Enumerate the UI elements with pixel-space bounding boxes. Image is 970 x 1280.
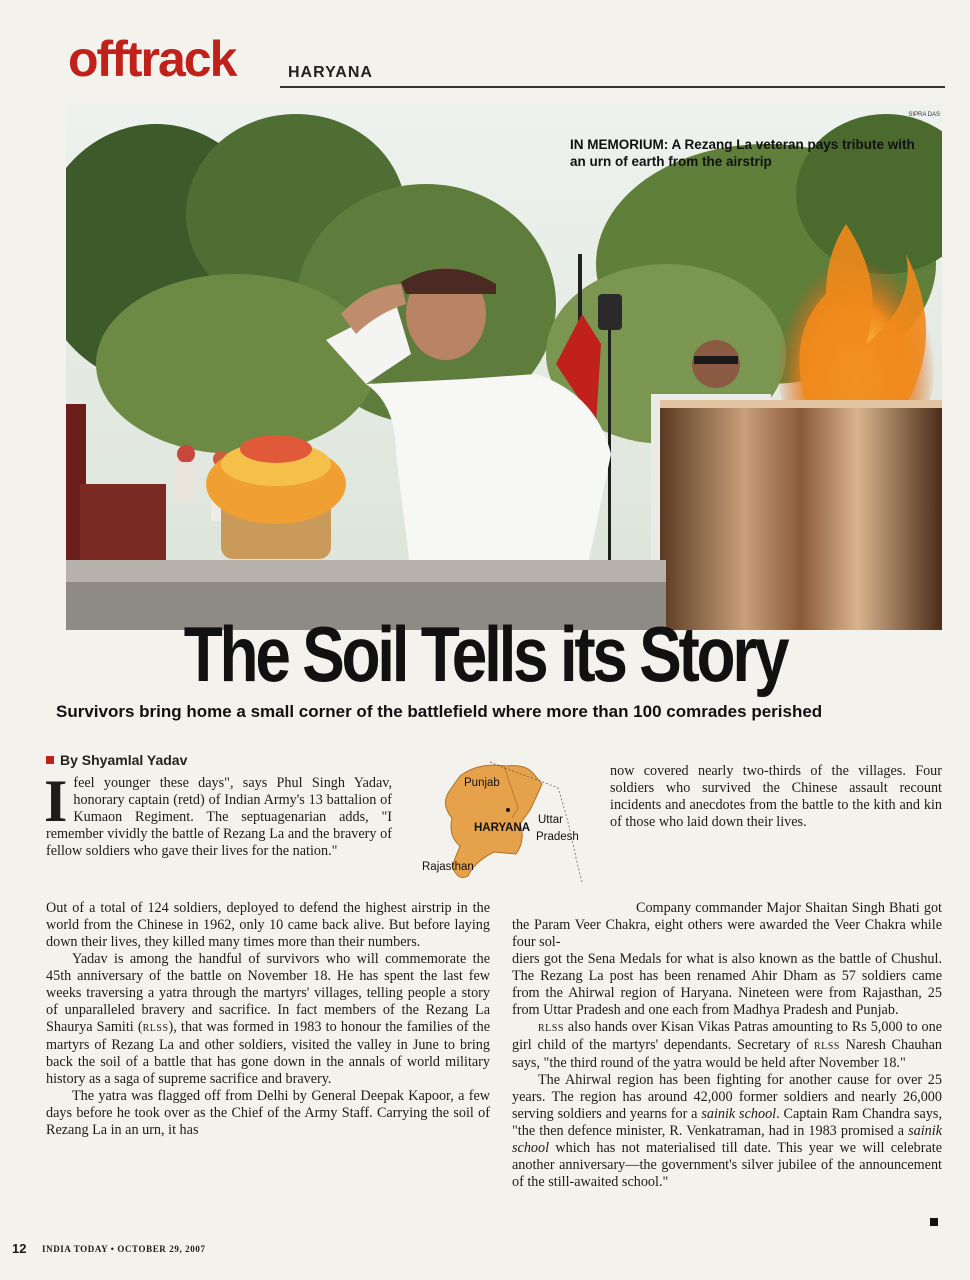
body-text: feel younger these days", says Phul Singh Yadav, honorary captain (retd) of Indian Army's 13 battalion of Kumaon Regiment. The septuagenarian adds, "I remember vividly the battle of Rezang La and the bravery of fellow soldiers who gave their lives for the nation." [46,775,392,859]
map-label-pradesh: Pradesh [536,831,579,843]
photo-caption: IN MEMORIUM: A Rezang La veteran pays tribute with an urn of earth from the airstrip [570,137,915,169]
headline: The Soil Tells its Story [183,610,787,698]
section-label: HARYANA [288,64,373,81]
body-paragraph [46,951,490,1088]
body-paragraph [512,1019,942,1072]
page-number: 12 [12,1241,27,1256]
photo-credit: SIPRA DAS [908,112,940,118]
byline-text: By Shyamlal Yadav [60,752,188,768]
body-col2-top [610,763,942,831]
italic-term: sainik school [701,1106,777,1122]
body-text: also hands over Kisan Vikas Patras amounting to Rs 5,000 to one girl child of the martyrs' dependants. Secretary of [512,1019,942,1053]
photo-veteran-salute [66,104,942,630]
map-label-rajasthan: Rajasthan [422,861,474,873]
body-text: ), that was formed in 1983 to honour the families of the martyrs of Rezang La and other soldiers, visited the valley in June to bring back the soil of a battle that has gone down in the annals of world military history as a saga of supreme sacrifice and bravery. [46,1019,490,1087]
end-mark-icon [930,1218,938,1226]
deck: Survivors bring home a small corner of the battlefield where more than 100 comrades perished [56,702,823,721]
body-paragraph: The yatra was flagged off from Delhi by General Deepak Kapoor, a few days before he took over as the Chief of the Army Staff. Carrying the soil of Rezang La in an urn, it has [46,1088,490,1138]
footer-line [42,1244,206,1254]
body-text: The Ahirwal region has been fighting for another cause for over 25 years. The region has around 42,000 former soldiers and nearly 26,000 serving soldiers and yearns for a [512,1072,942,1122]
haryana-map [408,758,598,888]
body-paragraph: Company commander Major Shaitan Singh Bhati got the Param Veer Chakra, eight others were awarded the Veer Chakra while four sol- [512,900,942,950]
drop-cap: I [44,768,68,834]
body-paragraph: now covered nearly two-thirds of the villages. Four soldiers who survived the Chinese assault recount incidents and anecdotes from the battle to the kith and kin of those who laid down their lives. [610,763,942,830]
body-col2 [512,900,942,1191]
rlss-abbr: RLSS [142,1023,169,1034]
map-label-punjab: Punjab [464,777,500,789]
section-brand: offtrack [68,31,236,87]
body-col1-top [44,768,392,860]
header-rule [280,86,945,88]
body-paragraph: Out of a total of 124 soldiers, deployed to defend the highest airstrip in the world from the Chinese in 1962, only 10 came back alive. But before laying down their lives, they killed many times more than their numbers. [46,900,490,950]
map-label-haryana: HARYANA [474,822,531,834]
body-text: . Captain Ram Chandra says, "the then defence minister, R. Venkatraman, had in 1983 promised a [512,1106,942,1139]
byline-square-icon [46,756,54,764]
body-text: Yadav is among the handful of survivors who will commemorate the 45th anniversary of the battle on November 18. He has spent the last few weeks traversing a yatra through the martyrs' villages, telling people a story of unparalleled bravery and sacrifice. In fact members of the Rezang La Shaurya Samiti ( [46,951,490,1035]
publication-name: INDIA TODAY [42,1244,108,1254]
body-paragraph: diers got the Sena Medals for what is also known as the battle of Chushul. The Rezang La post has been renamed Ahir Dham as 57 soldiers came from the Ahirwal region of Haryana. Nineteen were from Rajasthan, 25 from Uttar Pradesh and one each from Madhya Pradesh and Punjab. [512,951,942,1018]
rlss-abbr: RLSS [813,1041,840,1052]
body-text: which has not materialised till date. This year we will celebrate another anniversary—the government's silver jubilee of the announcement of the still-awaited school." [512,1140,942,1190]
map-label-uttar: Uttar [538,814,563,826]
issue-date: OCTOBER 29, 2007 [117,1244,206,1254]
rlss-abbr: RLSS [538,1023,564,1034]
map-city-dot [506,808,510,812]
body-col1 [46,900,490,1139]
body-paragraph [512,1072,942,1191]
body-text: Naresh Chauhan says, "the third round of the yatra would be held after November 18." [512,1037,942,1071]
footer-bullet: • [110,1244,115,1254]
italic-term: sainik school [512,1123,942,1156]
byline [46,752,187,768]
